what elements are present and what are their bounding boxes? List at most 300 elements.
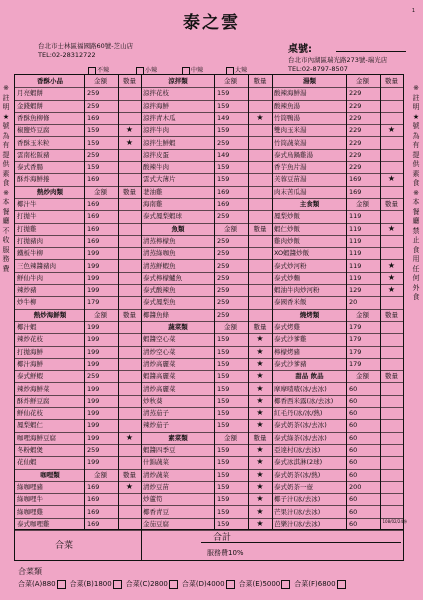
vegetarian-star-icon[interactable]: ★ [256,346,264,356]
menu-item-name: 打拋豬肉 [17,236,43,245]
table-number-field[interactable] [336,51,406,52]
restaurant-title: 泰之雲 [183,13,240,33]
quantity-input[interactable] [248,173,272,185]
menu-item-name: 涼拌牛肉 [143,126,169,135]
menu-item-name: 芙蓉豆苗湯 [274,175,307,184]
quantity-input[interactable] [380,346,403,358]
menu-item-price: 60 [349,396,358,405]
vegetarian-star-icon[interactable]: ★ [256,506,264,516]
quantity-input[interactable] [380,506,403,518]
category-header: 燒烤類 [299,310,320,319]
quantity-input[interactable] [380,419,403,431]
menu-item-price: 179 [349,335,362,344]
set-menu-option[interactable] [126,580,182,588]
menu-item-price: 169 [87,224,100,233]
quantity-input[interactable] [248,309,272,321]
quantity-input[interactable] [380,100,403,112]
quantity-input[interactable] [118,383,141,395]
set-menu-option[interactable] [18,580,70,588]
menu-item-name: 鮮仙花枝 [17,409,43,418]
quantity-input[interactable] [118,456,141,468]
quantity-input[interactable] [118,407,141,419]
sidebar-char: 餐 [412,207,420,216]
menu-item-price: 159 [217,396,230,405]
menu-item-price: 259 [217,249,230,258]
price-header: 金額 [224,433,237,442]
menu-item-price: 199 [87,249,100,258]
menu-item-price: 159 [217,446,230,454]
quantity-input[interactable] [118,370,141,382]
sidebar-char: 食 [412,179,420,187]
menu-item-price: 159 [217,470,230,479]
menu-item-name: 清炒高麗菜 [143,359,176,368]
menu-item-price: 159 [217,359,230,368]
spice-option-mild[interactable]: 小辣 [136,65,157,75]
menu-item-price: 159 [87,126,100,135]
table-number-label: 桌號: [288,44,312,55]
sidebar-char: ※ [413,84,419,92]
menu-item-price: 179 [349,347,362,356]
menu-item-name: 蝦仁炒飯 [274,224,300,233]
quantity-input[interactable] [248,235,272,247]
spice-option-hot[interactable]: 大辣 [226,65,247,75]
quantity-input[interactable] [248,272,272,284]
store-phone-left: TEL:02-28312722 [38,51,96,59]
menu-item-price: 200 [349,482,362,491]
sidebar-char: ※ [3,188,9,197]
menu-item-name: 蝦醬四季豆 [143,446,176,454]
quantity-header: 數量 [253,433,267,442]
price-header: 金額 [224,323,237,331]
menu-item-name: 檸檬烤豬 [274,347,300,356]
set-menu-checkbox[interactable] [169,580,178,589]
menu-item-name: 泰式香腸 [17,163,43,172]
quantity-input[interactable] [118,223,141,235]
set-menu-label: 合菜 [55,541,74,551]
vegetarian-star-icon[interactable]: ★ [256,420,264,430]
vegetarian-star-icon[interactable]: ★ [256,445,264,454]
quantity-input[interactable] [380,333,403,345]
menu-item-price: 169 [217,200,230,208]
menu-item-price: 159 [217,163,230,172]
menu-item-name: 炒蘆筍 [143,495,163,504]
set-menu-option[interactable] [239,580,295,588]
set-menu-checkbox[interactable] [337,580,346,589]
menu-item-price: 159 [217,482,230,491]
sidebar-char: 素 [2,169,10,178]
set-menu-option-label: 合菜(A)880 [18,580,56,588]
quantity-input[interactable] [380,247,403,259]
category-header: 魚類 [171,224,185,233]
menu-item-name: 辣炒豬 [17,286,37,295]
menu-item-name: 香酥魚柳條 [17,113,50,122]
price-header: 金額 [94,187,107,196]
quantity-input[interactable] [248,186,272,198]
quantity-input[interactable] [248,260,272,272]
store-phone-right: TEL:02-8797-8507 [288,65,348,73]
vegetarian-star-icon[interactable]: ★ [387,260,396,270]
vegetarian-star-icon[interactable]: ★ [256,371,264,381]
quantity-input[interactable] [380,321,403,333]
sidebar-char: 號 [412,122,420,130]
quantity-input[interactable] [380,161,403,173]
menu-item-price: 159 [217,409,230,418]
sidebar-char: 為 [412,131,420,140]
quantity-input[interactable] [118,247,141,259]
quantity-input[interactable] [118,87,141,99]
vegetarian-star-icon[interactable]: ★ [256,358,264,368]
quantity-input[interactable] [118,149,141,161]
menu-item-price: 60 [349,384,358,393]
menu-item-price: 60 [349,519,358,528]
quantity-input[interactable] [380,149,403,161]
quantity-input[interactable] [248,296,272,308]
vegetarian-star-icon[interactable]: ★ [256,457,264,467]
menu-item-price: 119 [349,224,362,233]
menu-item-name: 肉末苦瓜湯 [274,187,307,196]
vegetarian-star-icon[interactable]: ★ [125,125,134,135]
store-address-left: 台北市士林區福國路60號-芝山店 [38,42,134,50]
set-menu-option-label: 合菜(E)5000 [238,580,281,588]
menu-item-name: 泰式綠茶(冰/去冰) [274,433,327,442]
quantity-input[interactable] [118,296,141,308]
sidebar-char: 有 [2,141,10,149]
menu-item-name: 竹筒蔬菜湯 [274,138,307,147]
quantity-input[interactable] [118,112,141,124]
vegetarian-star-icon[interactable]: ★ [387,223,396,233]
menu-item-name: 清炒空心菜 [143,347,176,356]
menu-item-name: 酸辣魚湯 [274,101,300,110]
menu-item-name: 辣炒花枝 [17,335,43,344]
sidebar-char: 食 [412,245,420,254]
category-header: 熱炒肉類 [37,187,63,196]
quantity-input[interactable] [380,383,403,395]
sidebar-char: 任 [412,264,420,273]
menu-item-name: 鮮仙牛肉 [17,273,43,282]
quantity-input[interactable] [118,395,141,407]
menu-item-price: 169 [87,212,100,221]
menu-item-price: 60 [349,446,358,454]
menu-item-price: 119 [349,236,362,245]
sidebar-char: 食 [2,179,10,187]
quantity-input[interactable] [380,235,403,247]
menu-item-name: 泰式鮮蝦 [17,372,43,381]
store-info-right [288,56,387,74]
quantity-input[interactable] [118,210,141,222]
set-menu-option[interactable] [182,580,239,588]
sidebar-char: 務 [2,255,10,263]
sidebar-char: 廳 [2,217,10,225]
quantity-input[interactable] [380,469,403,481]
quantity-input[interactable] [380,210,403,222]
quantity-input[interactable] [380,432,403,444]
menu-item-name: 雞肉炒飯 [274,236,300,245]
sidebar-char: 註 [412,93,420,102]
menu-item-price: 159 [217,372,230,381]
category-header: 蔬菜類 [168,323,188,331]
menu-item-name: 泰式鳥鍋雞湯 [274,150,313,159]
quantity-header: 數量 [123,470,136,479]
sidebar-char: 本 [2,198,10,206]
quantity-input[interactable] [248,149,272,161]
quantity-header: 數量 [253,323,267,331]
sidebar-char: ★ [2,112,10,121]
menu-item-price: 199 [87,384,100,393]
menu-item-price: 259 [217,138,230,147]
vegetarian-star-icon[interactable]: ★ [256,469,264,479]
quantity-input[interactable] [380,87,403,99]
menu-item-price: 60 [349,458,358,467]
menu-item-name: 紅毛丹(冰/冰/熱) [274,409,323,418]
price-header: 金額 [224,224,237,233]
menu-item-price: 60 [349,433,358,442]
quantity-input[interactable] [248,247,272,259]
menu-item-name: 鐵板牛柳 [17,249,43,258]
menu-item-name: 蝦油牛肉炒河粉 [274,286,320,295]
menu-item-price: 229 [349,101,362,110]
quantity-input[interactable] [118,260,141,272]
sidebar-char: 供 [412,160,420,168]
vegetarian-star-icon[interactable]: ★ [256,395,264,405]
menu-item-price: 199 [87,421,100,430]
vegetarian-star-icon[interactable]: ★ [387,174,396,184]
category-header: 涼拌類 [168,77,188,85]
quantity-input[interactable] [118,333,141,345]
price-header: 金額 [224,77,237,85]
order-summary [14,528,404,561]
menu-item-price: 169 [87,175,100,184]
menu-item-price: 169 [217,187,230,196]
menu-item-name: 泰式沙爹雞 [274,335,307,344]
menu-item-name: 酥炸鮮豆腐 [17,396,50,405]
menu-item-name: 鳳梨蝦仁 [17,421,43,430]
menu-item-price: 149 [217,113,230,122]
menu-item-name: 清炒高麗菜 [143,384,176,393]
subtotal-label: 合計 [213,533,232,543]
menu-item-price: 169 [87,507,100,516]
store-address-right: 台北市內湖區瑞光路273號-瑞光店 [288,56,388,64]
quantity-input[interactable] [380,444,403,456]
sidebar-char: 餐 [2,207,10,216]
set-menu-option[interactable] [294,580,349,588]
vegetarian-star-icon[interactable]: ★ [256,383,264,393]
menu-item-name: 椒鹽炸豆腐 [17,126,50,135]
menu-item-name: 涼拌海鮮 [143,101,169,110]
category-header: 甜品 飲品 [295,372,324,381]
menu-item-price: 159 [217,495,230,504]
menu-item-name: 清蒸綠咖魚 [143,249,176,258]
quantity-header: 數量 [123,310,136,319]
menu-item-price: 259 [87,150,100,159]
menu-item-name: XO蝦醬炒飯 [274,249,310,258]
quantity-input[interactable] [380,493,403,505]
quantity-input[interactable] [118,493,141,505]
sidebar-char: 有 [412,141,420,149]
set-menu-checkbox[interactable] [57,580,66,589]
spice-option-medium[interactable]: 中辣 [182,65,203,75]
quantity-input[interactable] [380,358,403,370]
menu-order-grid [14,74,404,530]
menu-item-name: 椰汁蝦 [17,323,37,331]
menu-item-name: 打拋牛 [17,212,37,221]
menu-item-name: 涼拌生鮮蝦 [143,138,176,147]
menu-item-price: 179 [349,323,362,331]
menu-item-price: 229 [349,163,362,172]
quantity-input[interactable] [380,137,403,149]
menu-item-price: 159 [217,519,230,528]
vegetarian-star-icon[interactable]: ★ [256,481,264,491]
menu-item-price: 169 [87,236,100,245]
quantity-input[interactable] [118,419,141,431]
menu-item-name: 鳳梨炒飯 [274,212,300,221]
set-menu-title: 合菜類 [18,567,42,576]
sidebar-char: 明 [2,103,10,111]
vegetarian-star-icon[interactable]: ★ [387,125,396,135]
vegetarian-star-icon[interactable]: ★ [256,408,264,418]
quantity-input[interactable] [248,124,272,136]
menu-item-name: 芒果汁(冰/去冰) [274,507,321,516]
quantity-input[interactable] [248,87,272,99]
menu-item-price: 159 [217,458,230,467]
set-menu-checkbox[interactable] [226,580,235,589]
price-header: 金額 [94,470,107,479]
vegetarian-star-icon[interactable]: ★ [256,494,264,504]
quantity-input[interactable] [248,284,272,296]
menu-item-price: 259 [217,286,230,295]
set-menu-option-label: 合菜(D)4000 [181,580,225,588]
spice-option-none[interactable]: 不辣 [88,65,109,75]
menu-item-name: 泰式冰淇淋(2球) [274,458,323,467]
category-header: 熱炒海鮮類 [33,310,67,319]
quantity-input[interactable] [118,321,141,333]
quantity-header: 數量 [123,77,136,85]
vegetarian-star-icon[interactable]: ★ [256,112,264,122]
menu-item-price: 199 [87,286,100,295]
quantity-input[interactable] [118,506,141,518]
menu-item-price: 129 [349,286,362,295]
menu-item-name: 酸辣牛肉 [143,163,169,172]
menu-item-price: 159 [217,347,230,356]
quantity-input[interactable] [118,235,141,247]
price-header: 金額 [94,77,107,85]
sidebar-char: ★ [412,112,420,121]
vegetarian-star-icon[interactable]: ★ [125,432,134,442]
menu-item-name: 泰式沙爹豬 [274,359,307,368]
sidebar-char: 供 [2,160,10,168]
quantity-input[interactable] [380,407,403,419]
vegetarian-star-icon[interactable]: ★ [256,334,264,344]
menu-item-name: 泰式鳳梨魚 [143,298,176,307]
quantity-input[interactable] [118,284,141,296]
vegetarian-star-icon[interactable]: ★ [125,481,134,491]
menu-item-price: 159 [217,101,230,110]
menu-item-name: 竹筒鴨湯 [274,113,300,122]
vegetarian-star-icon[interactable]: ★ [387,285,396,295]
quantity-input[interactable] [380,186,403,198]
quantity-input[interactable] [118,173,141,185]
quantity-input[interactable] [248,161,272,173]
menu-item-name: 酥炸海鮮捲 [17,175,50,184]
menu-item-name: 金錢蝦餅 [17,101,43,110]
set-menu-option-label: 合菜(B)1800 [69,580,112,588]
menu-item-price: 60 [349,409,358,418]
menu-item-price: 159 [217,126,230,135]
quantity-header: 數量 [253,224,267,233]
menu-item-price: 259 [87,89,100,98]
set-menu-checkbox[interactable] [113,580,122,589]
menu-item-name: 三色辣醬豬肉 [17,261,56,270]
quantity-input[interactable] [380,112,403,124]
set-menu-option-label: 合菜(C)2800 [125,580,168,588]
menu-item-name: 綠咖哩牛 [17,495,43,504]
sidebar-char: 外 [412,283,420,292]
quantity-input[interactable] [380,296,403,308]
quantity-input[interactable] [380,481,403,493]
menu-item-price: 199 [87,335,100,344]
menu-item-price: 119 [349,212,362,221]
menu-item-price: 20 [349,298,358,307]
set-menu-cell [15,528,142,560]
menu-item-name: 泰式炒麵 [274,273,300,282]
vegetarian-star-icon[interactable]: ★ [256,518,264,528]
sidebar-char: 食 [412,293,420,301]
quantity-input[interactable] [118,198,141,210]
quantity-header: 數量 [385,200,398,208]
menu-item-price: 259 [217,236,230,245]
menu-item-price: 60 [349,470,358,479]
quantity-input[interactable] [380,395,403,407]
menu-item-price: 60 [349,507,358,516]
sidebar-char: 服 [2,245,10,254]
menu-item-name: 清炒蔬菜 [143,470,169,479]
quantity-input[interactable] [118,358,141,370]
vegetarian-star-icon[interactable]: ★ [125,137,134,147]
vegetarian-star-icon[interactable]: ★ [387,272,396,282]
page-number: 1 [411,8,415,14]
set-menu-option[interactable] [70,580,126,588]
quantity-input[interactable] [248,198,272,210]
quantity-input[interactable] [118,346,141,358]
menu-item-name: 泰式檸檬鱸魚 [143,273,182,282]
sidebar-char: 何 [412,274,420,282]
menu-item-name: 金茄豆腐 [143,519,169,528]
quantity-input[interactable] [248,100,272,112]
menu-item-price: 199 [87,273,100,282]
menu-item-price: 169 [87,519,100,528]
quantity-input[interactable] [248,137,272,149]
quantity-input[interactable] [118,100,141,112]
quantity-input[interactable] [118,272,141,284]
menu-item-price: 259 [217,298,230,307]
quantity-input[interactable] [248,210,272,222]
menu-item-name: 雙肉玉米湯 [274,126,307,135]
menu-item-price: 259 [217,310,230,319]
sidebar-char: 號 [2,122,10,130]
menu-item-price: 169 [87,113,100,122]
quantity-input[interactable] [118,161,141,173]
menu-item-price: 159 [217,507,230,516]
quantity-input[interactable] [380,456,403,468]
menu-item-price: 199 [87,347,100,356]
sidebar-char: 註 [2,93,10,102]
menu-item-name: 泰式鳳梨蝦球 [143,212,182,221]
menu-item-name: 涼拌青木瓜 [143,113,176,122]
quantity-header: 數量 [253,77,267,85]
menu-item-price: 169 [349,175,362,184]
menu-item-name: 泰國香米飯 [274,298,307,307]
set-menu-checkbox[interactable] [281,580,290,589]
quantity-input[interactable] [118,444,141,456]
